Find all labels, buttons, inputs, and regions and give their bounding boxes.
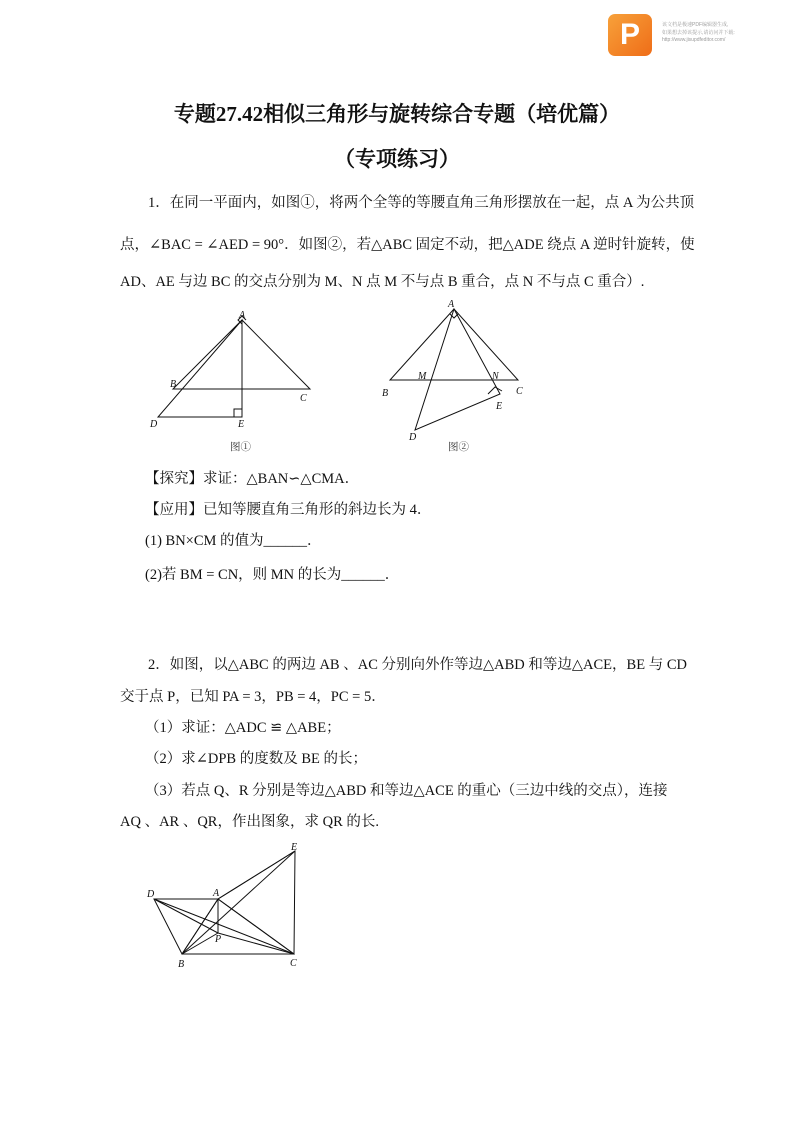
segment-dc bbox=[154, 899, 294, 954]
segment-ac bbox=[218, 899, 294, 954]
q2-figure bbox=[140, 838, 315, 973]
point-label: E bbox=[291, 842, 298, 853]
point-label: C bbox=[290, 958, 297, 969]
figure-caption: 图① bbox=[230, 442, 251, 453]
pdf-editor-logo bbox=[608, 14, 652, 56]
q1-text-line: 点，∠BAC = ∠AED = 90°．如图②，若△ABC 固定不动，把△ADE 绕点 A 逆时针旋转，使 bbox=[120, 237, 695, 253]
page-title: 专题27.42相似三角形与旋转综合专题（培优篇） bbox=[173, 102, 621, 126]
q1-text-line: 1．在同一平面内，如图①，将两个全等的等腰直角三角形摆放在一起，点 A 为公共顶 bbox=[148, 195, 695, 211]
segment-pc bbox=[218, 933, 294, 954]
segment-pd bbox=[154, 899, 218, 933]
point-label: D bbox=[409, 432, 417, 443]
watermark-link[interactable]: http://www.jisupdfeditor.com/ bbox=[662, 37, 726, 43]
triangle-abc bbox=[390, 309, 518, 380]
page-subtitle: （专项练习） bbox=[334, 147, 460, 171]
q2-part-3: （3）若点 Q、R 分别是等边△ABD 和等边△ACE 的重心（三边中线的交点），连接 bbox=[145, 783, 668, 799]
point-label: B bbox=[178, 959, 185, 970]
point-label: P bbox=[215, 934, 222, 945]
q1-explore: 【探究】求证：△BAN∽△CMA． bbox=[145, 471, 360, 487]
triangle-ace bbox=[218, 851, 295, 954]
point-label: N bbox=[492, 371, 499, 382]
logo-letter: P bbox=[619, 18, 640, 51]
triangle-ade bbox=[158, 320, 242, 417]
point-label: M bbox=[418, 371, 427, 382]
watermark-line: 该文档是极速PDF编辑器生成, bbox=[662, 22, 729, 28]
q1-apply: 【应用】已知等腰直角三角形的斜边长为 4． bbox=[145, 502, 432, 518]
q2-text-line: 2．如图，以△ABC 的两边 AB 、AC 分别向外作等边△ABD 和等边△ACE，BE 与 CD bbox=[148, 657, 687, 673]
q1-figure-1 bbox=[140, 305, 330, 430]
point-label: A bbox=[448, 299, 455, 310]
q1-figure-2 bbox=[375, 296, 535, 444]
point-label: A bbox=[239, 310, 246, 321]
q2-text-line: 交于点 P，已知 PA = 3，PB = 4，PC = 5． bbox=[120, 689, 386, 705]
point-label: E bbox=[238, 419, 245, 430]
q2-part-4: AQ 、AR 、QR，作出图象，求 QR 的长. bbox=[120, 814, 379, 830]
triangle-abd bbox=[154, 899, 218, 954]
point-label: A bbox=[213, 888, 220, 899]
point-label: D bbox=[147, 889, 155, 900]
point-label: B bbox=[382, 388, 389, 399]
point-label: C bbox=[300, 393, 307, 404]
watermark-notice bbox=[662, 22, 792, 45]
q2-part-1: （1）求证：△ADC ≌ △ABE； bbox=[145, 720, 341, 736]
triangle-ade bbox=[415, 309, 503, 430]
segment-pb bbox=[182, 933, 218, 954]
q2-part-2: （2）求∠DPB 的度数及 BE 的长； bbox=[145, 751, 368, 767]
figure-caption: 图② bbox=[448, 442, 469, 453]
point-label: B bbox=[170, 379, 177, 390]
q1-part-2: (2)若 BM = CN，则 MN 的长为______． bbox=[145, 567, 400, 583]
q1-part-1: (1) BN×CM 的值为______． bbox=[145, 533, 322, 549]
point-label: E bbox=[496, 401, 503, 412]
point-label: D bbox=[150, 419, 158, 430]
point-label: C bbox=[516, 386, 523, 397]
segment-ae bbox=[218, 851, 295, 899]
watermark-line: 如果想去掉该提示,请访问并下载: bbox=[662, 29, 735, 36]
q1-text-line: AD、AE 与边 BC 的交点分别为 M、N 点 M 不与点 B 重合，点 N 不与点 C 重合）. bbox=[120, 274, 645, 290]
right-angle-mark bbox=[234, 409, 242, 417]
